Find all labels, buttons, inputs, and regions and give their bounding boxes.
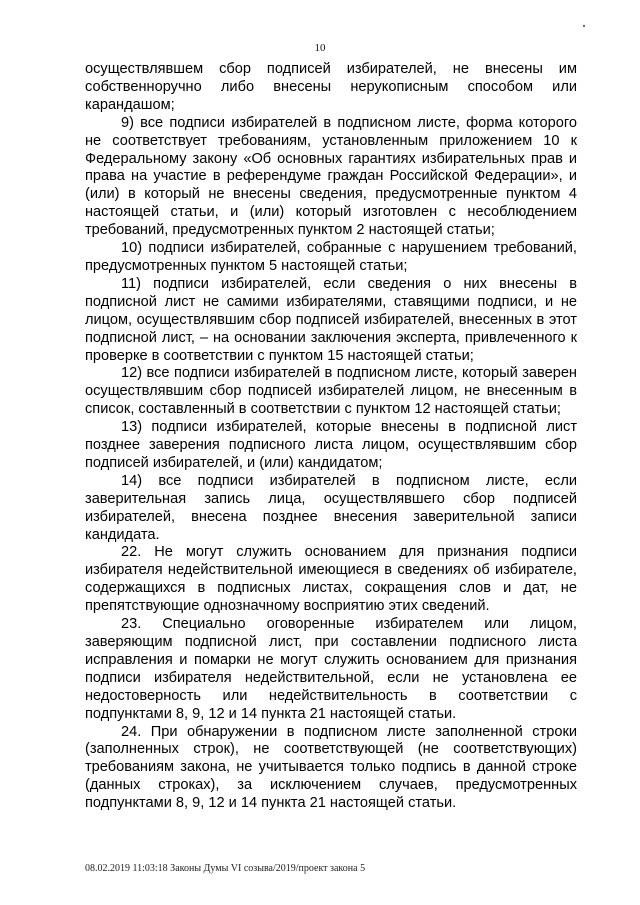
document-footer: 08.02.2019 11:03:18 Законы Думы VI созыва/2019/проект закона 5 xyxy=(85,863,366,874)
page-number: 10 xyxy=(314,42,326,54)
paragraph-point-23: 23. Специально оговоренные избирателем или лицом, заверяющим подписной лист, при составлении подписного листа исправления и помарки не могут служить основанием для признания подписи избирателя недействительной, если не установлена ее недостоверность или недействительность в соответствии с подпунктами 8, 9, 12 и 14 пункта 21 настоящей статьи. xyxy=(85,616,577,722)
paragraph-item-14: 14) все подписи избирателей в подписном листе, если заверительная запись лица, осуществлявшего сбор подписей избирателей, внесена позднее внесения заверительной записи кандидата. xyxy=(85,472,577,543)
paragraph-continuation: осуществлявшем сбор подписей избирателей, не внесены им собственноручно либо внесены нерукописным способом или карандашом; xyxy=(85,61,577,113)
paragraph-point-24: 24. При обнаружении в подписном листе заполненной строки (заполненных строк), не соответствующей (не соответствующих) требованиям закона, не учитывается только подпись в данной строке (данных строках), за исключением случаев, предусмотренных подпунктами 8, 9, 12 и 14 пункта 21 настоящей статьи. xyxy=(85,723,577,812)
paragraph-item-9: 9) все подписи избирателей в подписном листе, форма которого не соответствует требованиям, установленным приложением 10 к Федеральному закону «Об основных гарантиях избирательных прав и права на участие в референдуме граждан Российской Федерации», и (или) в который не внесены сведения, предусмотренные пунктом 4 настоящей статьи, и (или) который изготовлен с несоблюдением требований, предусмотренных пунктом 2 настоящей статьи; xyxy=(85,114,577,239)
paragraph-item-13: 13) подписи избирателей, которые внесены в подписной лист позднее заверения подписного листа лицом, осуществлявшим сбор подписей избирателей, и (или) кандидатом; xyxy=(85,419,577,471)
paragraph-point-22: 22. Не могут служить основанием для признания подписи избирателя недействительной имеющиеся в сведениях об избирателе, содержащихся в подписных листах, сокращения слов и дат, не препятствующие однозначному восприятию этих сведений. xyxy=(85,544,577,615)
scan-dot xyxy=(583,25,585,27)
paragraph-item-10: 10) подписи избирателей, собранные с нарушением требований, предусмотренных пунктом 5 настоящей статьи; xyxy=(85,240,577,274)
paragraph-item-12: 12) все подписи избирателей в подписном листе, который заверен осуществлявшим сбор подписей избирателей лицом, не внесенным в список, составленный в соответствии с пунктом 12 настоящей статьи; xyxy=(85,365,577,418)
paragraph-item-11: 11) подписи избирателей, если сведения о них внесены в подписной лист не самими избирателями, ставящими подписи, и не лицом, осуществлявшим сбор подписей избирателей, внесенных в этот подписной лист, – на основании заключения эксперта, привлеченного к проверке в соответствии с пунктом 15 настоящей статьи; xyxy=(85,275,577,364)
document-body xyxy=(85,61,577,813)
